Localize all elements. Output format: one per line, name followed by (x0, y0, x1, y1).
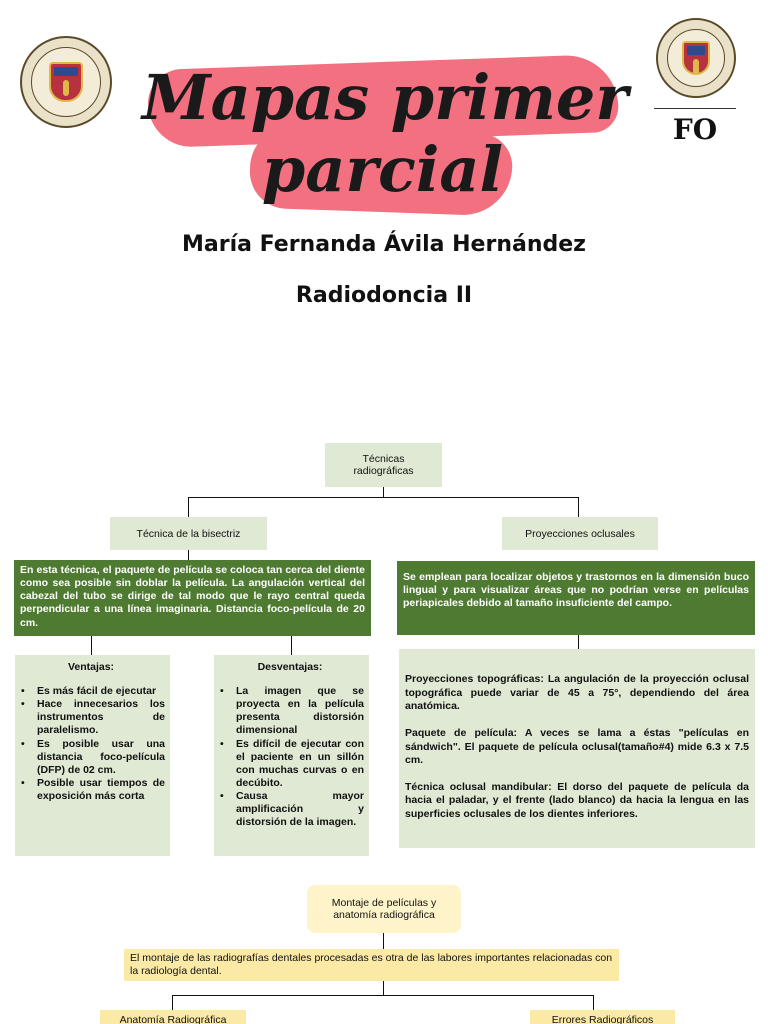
connector (578, 635, 579, 649)
ventajas-box (15, 655, 170, 856)
author-name: María Fernanda Ávila Hernández (182, 232, 586, 257)
anatomia-label: Anatomía Radiográfica (119, 1014, 227, 1024)
list-item: • Causa mayor amplificación y distorsión de la imagen. (216, 790, 364, 829)
course-name: Radiodoncia II (295, 283, 473, 308)
connector (188, 550, 189, 560)
connector (383, 933, 384, 949)
page-title-line-2: parcial (261, 133, 504, 206)
list-item: • Es difícil de ejecutar con el paciente en un sillón con muchas curvas o en decúbito. (216, 738, 364, 791)
desventajas-list (216, 685, 364, 829)
montaje-node (307, 885, 461, 933)
desventajas-box (214, 655, 369, 856)
connector (593, 995, 594, 1011)
ventajas-title: Ventajas: (67, 661, 115, 673)
bisectriz-node (110, 517, 267, 550)
connector (383, 981, 384, 995)
bisectriz-description (14, 560, 371, 636)
errores-node (530, 1010, 675, 1024)
connector (578, 497, 579, 517)
oclusales-node (502, 517, 658, 550)
ventajas-list (17, 685, 165, 803)
seal-shield-icon (49, 62, 83, 102)
montaje-description (124, 949, 619, 981)
anatomia-node (100, 1010, 246, 1024)
list-item: • Hace innecesarios los instrumentos de paralelismo. (17, 698, 165, 737)
errores-label: Errores Radiográficos (551, 1014, 654, 1024)
list-item: • Es posible usar una distancia foco-película (DFP) de 02 cm. (17, 738, 165, 777)
connector (91, 636, 92, 655)
proyecciones-topograficas: Proyecciones topográficas: La angulación de la proyección oclusal topográfica puede variar de 45 a 75°, dependiendo del área anatómica. (405, 673, 749, 713)
montaje-label: Montaje de películas y anatomía radiográfica (331, 897, 437, 921)
montaje-description-text: El montaje de las radiografías dentales procesadas es otra de las labores importantes relacionadas con la radiología dental. (130, 952, 613, 978)
bisectriz-label: Técnica de la bisectriz (136, 527, 241, 540)
proyecciones-details (399, 649, 755, 848)
faculty-logo-text: FO (672, 113, 718, 146)
connector (383, 487, 384, 497)
connector (188, 497, 579, 498)
oclusales-description-text: Se emplean para localizar objetos y trastornos en la dimensión buco lingual y para visualizar áreas que no podrían verse en películas periapicales debido al tamaño insuficiente del campo. (403, 571, 749, 610)
list-item: • La imagen que se proyecta en la película presenta distorsión dimensional (216, 685, 364, 738)
connector (172, 995, 173, 1011)
right-university-seal (656, 18, 736, 98)
paquete-pelicula: Paquete de película: A veces se lama a éstas "películas en sándwich". El paquete de película oclusal(tamaño#4) mide 6.3 x 7.5 cm. (405, 726, 749, 767)
page-title-line-1: Mapas primer (141, 61, 629, 134)
bisectriz-description-text: En esta técnica, el paquete de película se coloca tan cerca del diente como sea posible sin doblar la película. La angulación vertical del cabezal del tubo se dirige de tal modo que le rayo central queda perpendicular a una línea imaginaria. Distancia foco-película de 20 cm. (20, 564, 365, 629)
map-root-label: Técnicas radiográficas (353, 453, 414, 477)
list-item: • Es más fácil de ejecutar (17, 685, 165, 698)
seal-shield-icon (682, 41, 710, 75)
left-university-seal (20, 36, 112, 128)
connector (188, 497, 189, 517)
connector (172, 995, 594, 996)
oclusales-description (397, 561, 755, 635)
connector (291, 636, 292, 655)
desventajas-title: Desventajas: (257, 661, 323, 673)
oclusales-label: Proyecciones oclusales (525, 527, 635, 540)
list-item: • Posible usar tiempos de exposición más corta (17, 777, 165, 803)
map-root-node (325, 443, 442, 487)
tecnica-oclusal-mandibular: Técnica oclusal mandibular: El dorso del paquete de película da hacia el paladar, y el frente (lado blanco) da hacia la lengua en las superficies oclusales de los dientes inferiores. (405, 780, 749, 821)
logo-divider (654, 108, 736, 109)
